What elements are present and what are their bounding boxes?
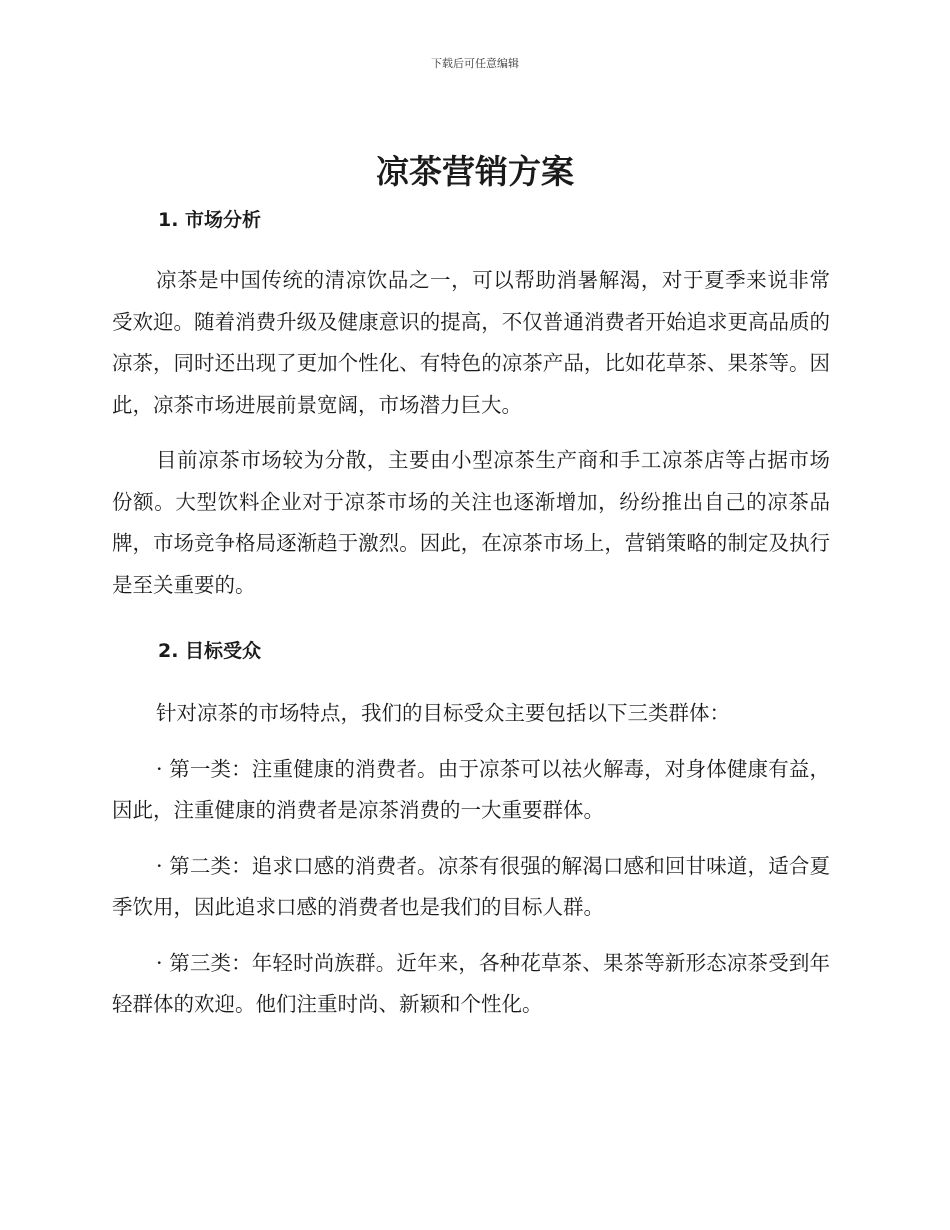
section-heading: 2. 目标受众	[158, 640, 262, 662]
bullet-paragraph: · 第三类：年轻时尚族群。近年来，各种花草茶、果茶等新形态凉茶受到年轻群体的欢迎。他们注重时尚、新颖和个性化。	[112, 950, 830, 1016]
section-heading: 1. 市场分析	[158, 209, 262, 231]
paragraph: 凉茶是中国传统的清凉饮品之一，可以帮助消暑解渴，对于夏季来说非常受欢迎。随着消费升级及健康意识的提高，不仅普通消费者开始追求更高品质的凉茶，同时还出现了更加个性化、有特色的凉茶产品，比如花草茶、果茶等。因此，凉茶市场进展前景宽阔，市场潜力巨大。	[112, 268, 830, 417]
header-note: 下载后可任意编辑	[431, 57, 519, 70]
section-target-audience	[112, 636, 830, 1026]
bullet-paragraph: · 第一类：注重健康的消费者。由于凉茶可以祛火解毒，对身体健康有益，因此，注重健康的消费者是凉茶消费的一大重要群体。	[112, 756, 830, 822]
bullet-paragraph: · 第二类：追求口感的消费者。凉茶有很强的解渴口感和回甘味道，适合夏季饮用，因此追求口感的消费者也是我们的目标人群。	[112, 853, 830, 919]
document-title: 凉茶营销方案	[376, 152, 574, 191]
paragraph: 目前凉茶市场较为分散，主要由小型凉茶生产商和手工凉茶店等占据市场份额。大型饮料企业对于凉茶市场的关注也逐渐增加，纷纷推出自己的凉茶品牌，市场竞争格局逐渐趋于激烈。因此，在凉茶市场上，营销策略的制定及执行是至关重要的。	[112, 448, 830, 597]
document-body	[112, 205, 830, 1026]
paragraph: 针对凉茶的市场特点，我们的目标受众主要包括以下三类群体：	[156, 701, 730, 725]
section-market-analysis	[112, 205, 830, 606]
